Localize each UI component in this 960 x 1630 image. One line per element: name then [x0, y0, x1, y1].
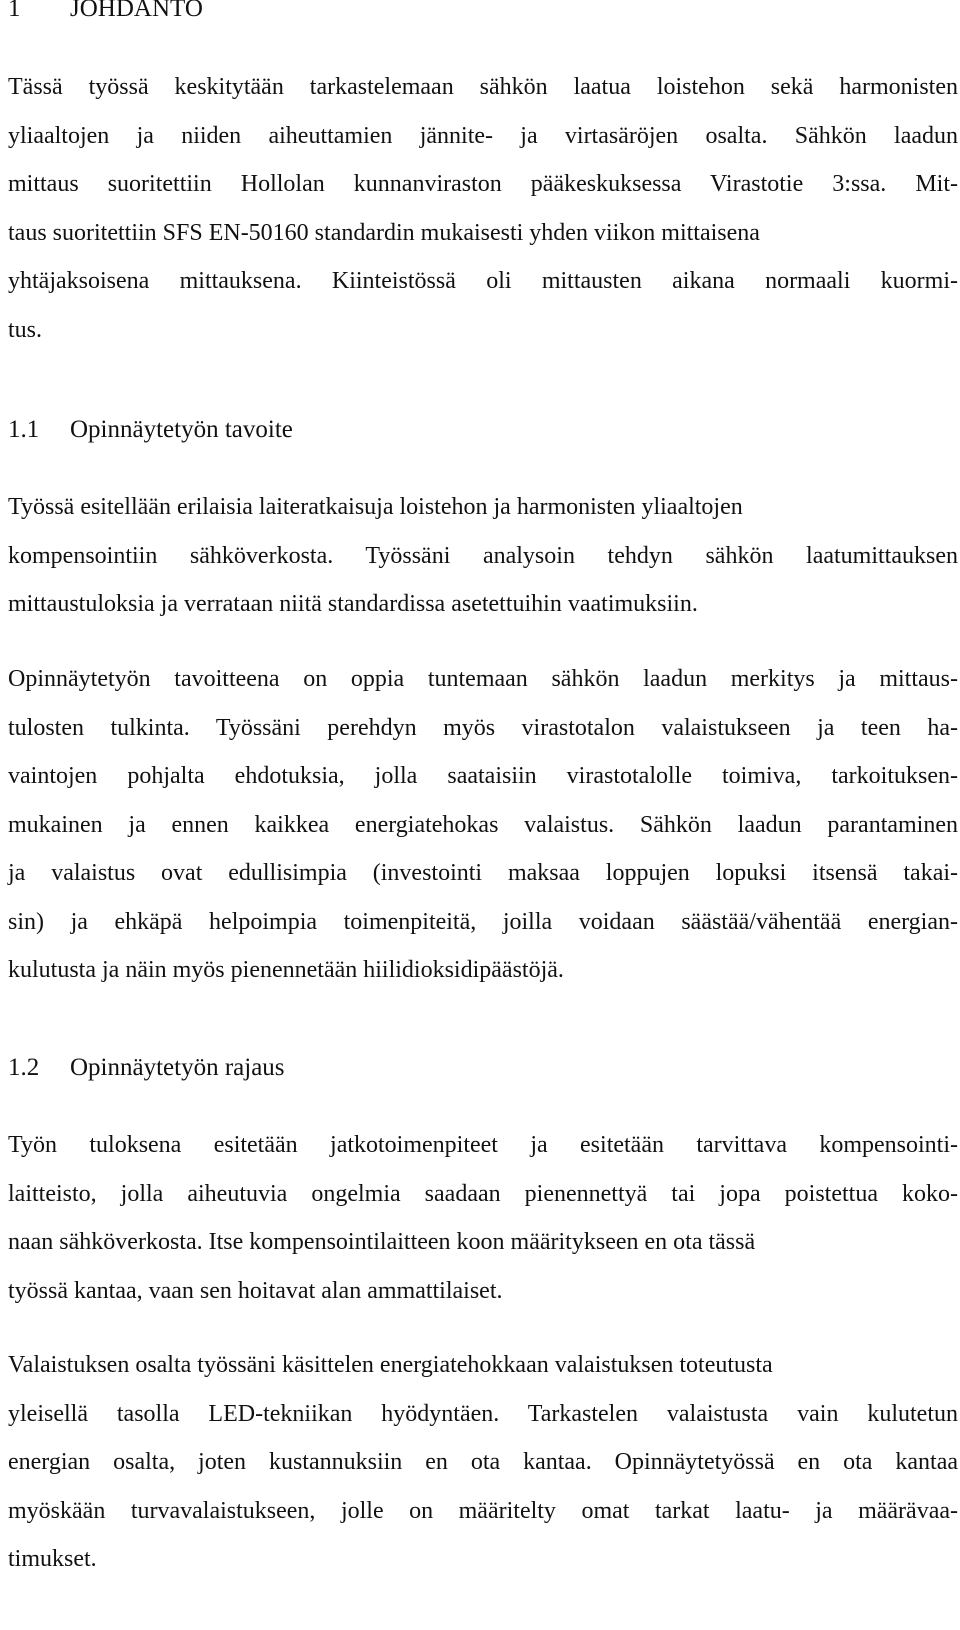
text-line: sin) ja ehkäpä helpoimpia toimenpiteitä, joilla voidaan säästää/vähentää energian-: [8, 908, 958, 935]
text-line: Tässä työssä keskitytään tarkastelemaan sähkön laatua loistehon sekä harmonisten: [8, 74, 958, 100]
goal-paragraph-2: [8, 655, 958, 995]
text-line: Työssä esitellään erilaisia laiteratkaisuja loistehon ja harmonisten yliaaltojen: [8, 494, 743, 520]
text-line: tulosten tulkinta. Työssäni perehdyn myös virastotalon valaistukseen ja teen ha-: [8, 714, 958, 741]
text-line: ja valaistus ovat edullisimpia (investointi maksaa loppujen lopuksi itsensä takai-: [8, 860, 958, 886]
text-line: yhtäjaksoisena mittauksena. Kiinteistössä oli mittausten aikana normaali kuormi-: [8, 268, 958, 294]
text-line: tus.: [8, 316, 43, 343]
intro-paragraph: [8, 63, 958, 354]
text-line: mukainen ja ennen kaikkea energiatehokas valaistus. Sähkön laadun parantaminen: [8, 811, 958, 838]
section-number: 1.2: [8, 1054, 40, 1081]
section-number: 1.1: [8, 416, 40, 443]
text-line: energian osalta, joten kustannuksiin en ota kantaa. Opinnäytetyössä en ota kantaa: [8, 1449, 958, 1475]
text-line: Opinnäytetyön tavoitteena on oppia tuntemaan sähkön laadun merkitys ja mittaus-: [8, 666, 958, 692]
text-line: myöskään turvavalaistukseen, jolle on määritelty omat tarkat laatu- ja määrävaa-: [8, 1497, 958, 1524]
text-line: työssä kantaa, vaan sen hoitavat alan ammattilaiset.: [8, 1277, 503, 1304]
text-line: timukset.: [8, 1546, 97, 1572]
section-heading-1-2: [8, 1051, 285, 1085]
text-line: Valaistuksen osalta työssäni käsittelen energiatehokkaan valaistuksen toteutusta: [8, 1352, 773, 1378]
scope-paragraph-1: [8, 1121, 958, 1315]
text-line: kompensointiin sähköverkosta. Työssäni analysoin tehdyn sähkön laatumittauksen: [8, 542, 958, 569]
scope-paragraph-2: [8, 1341, 958, 1584]
text-line: yleisellä tasolla LED-tekniikan hyödyntäen. Tarkastelen valaistusta vain kulutetun: [8, 1400, 958, 1427]
text-line: mittaustuloksia ja verrataan niitä standardissa asetettuihin vaatimuksiin.: [8, 591, 698, 617]
text-line: kulutusta ja näin myös pienennetään hiilidioksidipäästöjä.: [8, 957, 564, 983]
text-line: naan sähköverkosta. Itse kompensointilaitteen koon määritykseen en ota tässä: [8, 1229, 756, 1255]
text-line: mittaus suoritettiin Hollolan kunnanviraston pääkeskuksessa Virastotie 3:ssa. Mit-: [8, 171, 958, 197]
text-line: taus suoritettiin SFS EN-50160 standardin mukaisesti yhden viikon mittaisena: [8, 219, 760, 246]
text-line: Työn tuloksena esitetään jatkotoimenpiteet ja esitetään tarvittava kompensointi-: [8, 1132, 958, 1158]
chapter-title: JOHDANTO: [70, 0, 203, 22]
chapter-number: 1: [8, 0, 21, 22]
section-title: Opinnäytetyön tavoite: [70, 416, 293, 443]
goal-paragraph-1: [8, 483, 958, 629]
text-line: vaintojen pohjalta ehdotuksia, jolla saataisiin virastotalolle toimiva, tarkoituksen-: [8, 763, 958, 789]
chapter-heading: [8, 0, 203, 26]
text-line: laitteisto, jolla aiheutuvia ongelmia saadaan pienennettyä tai jopa poistettua koko-: [8, 1180, 958, 1207]
section-title: Opinnäytetyön rajaus: [70, 1054, 285, 1081]
section-heading-1-1: [8, 413, 293, 447]
text-line: yliaaltojen ja niiden aiheuttamien jännite- ja virtasäröjen osalta. Sähkön laadun: [8, 122, 958, 149]
